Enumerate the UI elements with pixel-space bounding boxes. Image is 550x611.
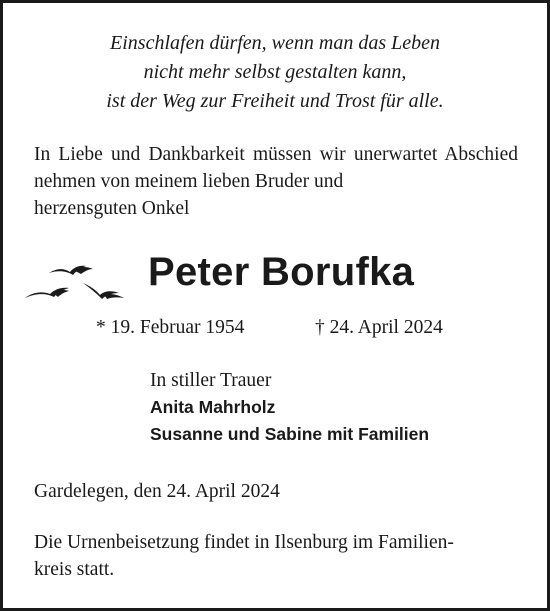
mourning-block [150,367,429,448]
birth-date: * 19. Februar 1954 [96,317,245,338]
poem-line: Einschlafen dürfen, wenn man das Leben [110,32,440,54]
burial-line: kreis statt. [34,559,115,580]
burial-line: Die Urnenbeisetzung findet in Ilsenburg im Familien- [34,532,454,553]
intro-text [34,141,518,222]
birds-icon [23,255,133,303]
deceased-name: Peter Borufka [148,250,415,294]
burial-note [34,529,518,583]
mourner-name: Anita Mahrholz [150,397,276,417]
poem-line: ist der Weg zur Freiheit und Trost für alle. [106,90,444,112]
mourner-name: Susanne und Sabine mit Familien [150,424,430,444]
intro-line: herzensguten Onkel [34,198,190,219]
place-and-date: Gardelegen, den 24. April 2024 [34,481,280,502]
mourning-label: In stiller Trauer [150,370,272,391]
bird-shape [103,294,124,299]
death-date: † 24. April 2024 [315,317,443,338]
intro-line: In Liebe und Dankbarkeit müssen wir unerwartet Abschied nehmen von meinem lieben Bruder und [34,144,518,192]
poem-line: nicht mehr selbst gestalten kann, [143,61,407,83]
memorial-poem [3,29,547,116]
